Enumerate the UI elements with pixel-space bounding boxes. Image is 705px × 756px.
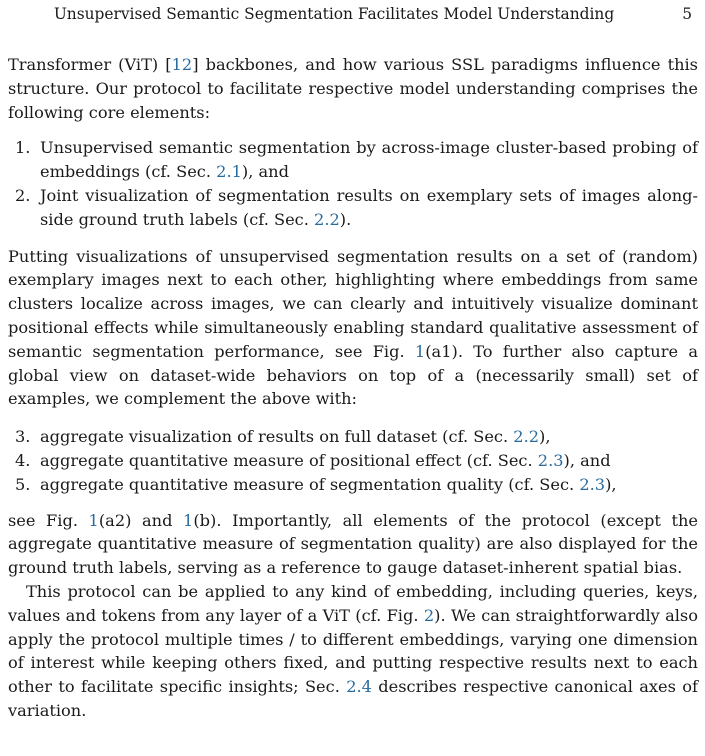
text-run: (a2) and <box>98 510 184 530</box>
text-run: Transformer (ViT) [ <box>8 55 172 74</box>
section-link[interactable]: 2.3 <box>579 474 606 494</box>
paragraph-3 <box>8 509 698 580</box>
section-link[interactable]: 2.2 <box>314 209 340 229</box>
list-number: 3. <box>15 427 31 447</box>
running-title: Unsupervised Semantic Segmentation Facilitates Model Understanding <box>53 5 615 23</box>
text-run: This protocol can be applied to any kind of embedding, including queries, keys, values and tokens from any layer of a ViT (cf. Fig. <box>8 581 698 625</box>
list-text: aggregate quantitative measure of positional effect (cf. Sec. <box>40 450 538 470</box>
text-run: (b). Importantly, all elements of the protocol (except the aggregate quantitative measure of segmentation quality) are also displayed for the ground truth labels, serving as a reference to gauge dataset-inherent spatial bias. <box>8 510 699 578</box>
list-item <box>8 449 698 473</box>
list-text: ), <box>605 474 617 494</box>
list-item <box>8 184 698 232</box>
list-text: ), and <box>563 450 611 470</box>
text-run: ] backbones, and how various SSL paradigms influence this structure. Our protocol to facilitate respective model understanding comprises the following core elements: <box>8 55 698 122</box>
paragraph-2 <box>8 245 698 412</box>
list-item <box>8 473 698 497</box>
figure-link[interactable]: 1 <box>414 341 426 361</box>
text-run: Putting visualizations of unsupervised segmentation results on a set of (random) exemplary images next to each other, highlighting where embeddings from same clusters localize across images, we can clearly and intuitively visualize dominant positional effects while simultaneously enabling standard qualitative assessment of semantic segmentation performance, see Fig. <box>8 246 698 361</box>
figure-link[interactable]: 1 <box>183 510 194 530</box>
list-item <box>8 136 698 184</box>
text-run: see Fig. <box>8 510 89 530</box>
running-header <box>8 3 698 27</box>
aggregate-elements-list <box>8 425 698 496</box>
paragraph-1 <box>8 53 698 124</box>
list-number: 2. <box>15 185 31 205</box>
list-text: ), and <box>241 162 289 182</box>
list-text: Joint visualization of segmentation results on exemplary sets of images alongside ground truth labels (cf. Sec. <box>40 185 698 229</box>
list-number: 5. <box>15 474 31 494</box>
section-link[interactable]: 2.2 <box>513 427 540 447</box>
paragraph-4 <box>8 580 698 723</box>
section-link[interactable]: 2.3 <box>537 450 564 470</box>
section-link[interactable]: 2.4 <box>346 677 372 697</box>
section-link[interactable]: 2.1 <box>216 162 242 182</box>
page-number: 5 <box>682 5 692 23</box>
list-item <box>8 425 698 449</box>
text-run: (a1). To further also capture a global view on dataset-wide behaviors on top of a (necessarily small) set of examples, we complement the above with: <box>8 341 698 409</box>
list-text: Unsupervised semantic segmentation by across-image cluster-based probing of embeddings (cf. Sec. <box>40 138 698 182</box>
body-text <box>8 53 698 723</box>
citation-link[interactable]: 12 <box>171 55 193 74</box>
list-number: 4. <box>15 450 31 470</box>
core-elements-list <box>8 136 698 231</box>
text-run: ). We can straightforwardly also apply the protocol multiple times / to different embeddings, varying one dimension of interest while keeping others fixed, and putting respective results next to each other to facilitate specific insights; Sec. <box>8 605 698 697</box>
list-text: ). <box>339 209 352 229</box>
list-text: ), <box>539 427 551 447</box>
list-text: aggregate visualization of results on full dataset (cf. Sec. <box>40 427 514 447</box>
figure-link[interactable]: 2 <box>423 605 435 625</box>
list-text: aggregate quantitative measure of segmentation quality (cf. Sec. <box>40 474 580 494</box>
text-run: describes respective canonical axes of variation. <box>8 677 698 720</box>
list-number: 1. <box>15 138 31 158</box>
figure-link[interactable]: 1 <box>88 510 99 530</box>
